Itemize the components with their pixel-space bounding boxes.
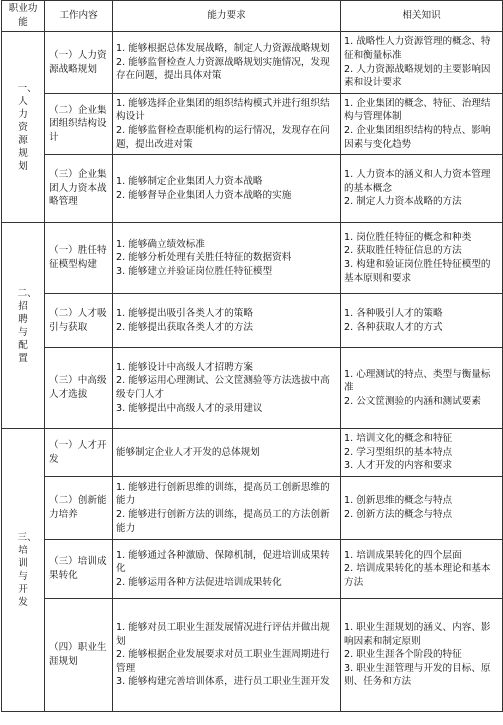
ability-cell: 1. 能够设计中高级人才招聘方案 2. 能够运用心理测试、公文筐测验等方法选拔中高级专门人才 3. 能够提出中高级人才的录用建议 xyxy=(113,348,341,429)
work-content-cell: （三）培训成果转化 xyxy=(45,540,113,599)
table-row xyxy=(2,223,503,294)
table-row xyxy=(2,94,503,155)
knowledge-cell: 1. 创新思维的概念与特点 2. 创新方法的概念与特点 xyxy=(341,477,503,540)
table-row xyxy=(2,294,503,348)
table-row xyxy=(2,540,503,599)
ability-cell: 1. 能够进行创新思维的训练，提高员工创新思维的能力 2. 能够进行创新方法的训练，提高员工的方法创新能力 xyxy=(113,477,341,540)
table-row xyxy=(2,32,503,94)
knowledge-cell: 1. 企业集团的概念、特征、治理结构与管理体制 2. 企业集团组织结构的特点、影响因素与变化趋势 xyxy=(341,94,503,155)
function-cell: 三、培训与开发 xyxy=(2,429,45,712)
work-content-cell: （三）企业集团人力资本战略管理 xyxy=(45,155,113,223)
table-row xyxy=(2,477,503,540)
knowledge-cell: 1. 心理测试的特点、类型与衡量标准 2. 公文筐测验的内涵和测试要素 xyxy=(341,348,503,429)
knowledge-cell: 1. 战略性人力资源管理的概念、特征和衡量标准 2. 人力资源战略规划的主要影响因素和设计要求 xyxy=(341,32,503,94)
knowledge-cell: 1. 培训文化的概念和特征 2. 学习型组织的基本特点 3. 人才开发的内容和要求 xyxy=(341,429,503,477)
knowledge-cell: 1. 职业生涯规划的涵义、内容、影响因素和制定原则 2. 职业生涯各个阶段的特征 3. 职业生涯管理与开发的目标、原则、任务和方法 xyxy=(341,599,503,712)
knowledge-cell: 1. 培训成果转化的四个层面 2. 培训成果转化的基本理论和基本方法 xyxy=(341,540,503,599)
work-content-cell: （二）创新能力培养 xyxy=(45,477,113,540)
ability-cell: 1. 能够制定企业集团人力资本战略 2. 能够督导企业集团人力资本战略的实施 xyxy=(113,155,341,223)
knowledge-cell: 1. 人力资本的涵义和人力资本管理的基本概念 2. 制定人力资本战略的方法 xyxy=(341,155,503,223)
work-content-cell: （三）中高级人才选拔 xyxy=(45,348,113,429)
table-row xyxy=(2,348,503,429)
header-function: 职业功能 xyxy=(2,1,45,32)
ability-cell: 1. 能够根据总体发展战略，制定人力资源战略规划 2. 能够监督检查人力资源战略规划实施情况，发现存在问题，提出具体对策 xyxy=(113,32,341,94)
knowledge-cell: 1. 各种吸引人才的策略 2. 各种获取人才的方式 xyxy=(341,294,503,348)
function-cell: 一、人力资源规划 xyxy=(2,32,45,223)
table-header-row xyxy=(2,1,503,32)
knowledge-cell: 1. 岗位胜任特征的概念和种类 2. 获取胜任特征信息的方法 3. 构建和验证岗位胜任特征模型的基本原则和要求 xyxy=(341,223,503,294)
header-work-content: 工作内容 xyxy=(45,1,113,32)
table-row xyxy=(2,429,503,477)
header-knowledge: 相关知识 xyxy=(341,1,503,32)
ability-cell: 1. 能够通过各种激励、保障机制，促进培训成果转化 2. 能够运用各种方法促进培训成果转化 xyxy=(113,540,341,599)
work-content-cell: （四）职业生涯规划 xyxy=(45,599,113,712)
ability-cell: 能够制定企业人才开发的总体规划 xyxy=(113,429,341,477)
table-row xyxy=(2,599,503,712)
work-content-cell: （一）人力资源战略规划 xyxy=(45,32,113,94)
ability-cell: 1. 能够提出吸引各类人才的策略 2. 能够提出获取各类人才的方法 xyxy=(113,294,341,348)
table-row xyxy=(2,155,503,223)
occupational-standard-table xyxy=(1,0,503,712)
header-ability: 能力要求 xyxy=(113,1,341,32)
work-content-cell: （一）胜任特征模型构建 xyxy=(45,223,113,294)
function-cell: 二、招聘与配置 xyxy=(2,223,45,429)
ability-cell: 1. 能够选择企业集团的组织结构模式并进行组织结构设计 2. 能够监督检查职能机构的运行情况，发现存在问题，提出改进对策 xyxy=(113,94,341,155)
ability-cell: 1. 能够确立绩效标准 2. 能够分析处理有关胜任特征的数据资料 3. 能够建立并验证岗位胜任特征模型 xyxy=(113,223,341,294)
work-content-cell: （二）人才吸引与获取 xyxy=(45,294,113,348)
work-content-cell: （一）人才开发 xyxy=(45,429,113,477)
work-content-cell: （二）企业集团组织结构设计 xyxy=(45,94,113,155)
ability-cell: 1. 能够对员工职业生涯发展情况进行评估并做出规划 2. 能够根据企业发展要求对员工职业生涯周期进行管理 3. 能够构建完善培训体系，进行员工职业生涯开发 xyxy=(113,599,341,712)
